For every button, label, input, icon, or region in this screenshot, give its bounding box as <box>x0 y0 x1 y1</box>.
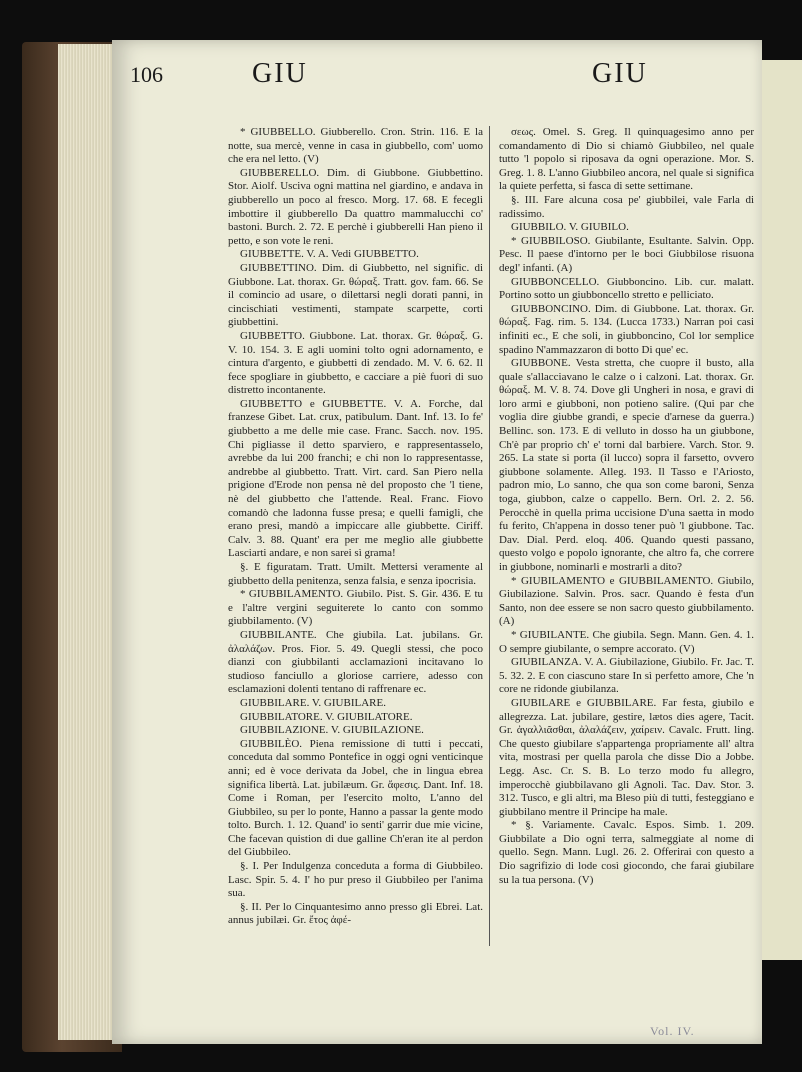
dictionary-entry: GIUBBILARE. V. GIUBILARE. <box>240 696 386 709</box>
dictionary-entry: GIUBBONCELLO. Giubboncino. Lib. cur. malatt. Portino sotto un giubboncello stretto e pelliciato. <box>499 275 754 302</box>
left-text-column <box>228 126 483 956</box>
dictionary-entry: GIUBBETTO. Giubbone. Lat. thorax. Gr. θώραξ. G. V. 10. 154. 3. E agli uomini tolto ogni adornamento, e cintura d'argento, e giubbetti di zendado. M. V. 6. 62. Il fece spogliare in giubbetto, e cacciare a piè fuori di suo distretto incontanente. <box>228 329 483 397</box>
dictionary-entry: GIUBBILAZIONE. V. GIUBILAZIONE. <box>240 724 424 737</box>
dictionary-entry: GIUBBERELLO. Dim. di Giubbone. Giubbettino. Stor. Aiolf. Usciva ogni mattina nel giardino, e andava in giubberello un poco al fresco. Morg. 17. 68. E fecegli imbottire il giubberello Da quattro mammalucchi co' bastoni. Burch. 2. 72. E perchè i giubberelli Han pieno il petto, e son vote le reni. <box>228 166 483 247</box>
dictionary-entry: GIUBILANZA. V. A. Giubilazione, Giubilo. Fr. Jac. T. 5. 32. 2. E con ciascuno stare In sì perfetto amore, Che 'n core ne ridonde giubilanza. <box>499 656 754 696</box>
dictionary-entry: GIUBBILATORE. V. GIUBILATORE. <box>240 710 413 723</box>
right-text-column <box>499 126 754 956</box>
dictionary-entry: GIUBBONCINO. Dim. di Giubbone. Lat. thorax. Gr. θώραξ. Fag. rim. 5. 134. (Lucca 1733.) Narran poi casi infiniti ec., E che soli, in giubboncino, Col lor semplice spadino N'ammazzaron di botto Di que' ec. <box>499 302 754 356</box>
dictionary-entry: GIUBBILANTE. Che giubila. Lat. jubilans. Gr. ἀλαλάζων. Pros. Fior. 5. 49. Quegli stessi, che poco dianzi con giubbilanti acclamazioni incitavano lo studioso fanciullo a gloriose carriere, adesso con esclamazioni dolenti tentano di raffrenare ec. <box>228 628 483 696</box>
dictionary-entry: GIUBBONE. Vesta stretta, che cuopre il busto, alla quale s'allacciavano le calze o i calzoni. Lat. thorax. Gr. θώραξ. M. V. 8. 74. Dove gli Ungheri in nosa, e gravi di loro armi e giubboni, non potieno salire. (Qui par che voglia dire giubbe grandi, e specie d'arnese da guerra.) Bellinc. son. 173. E di velluto in dosso ha un giubbone, Ch'è par proprio ch' e' torni dal barbiere. Varch. Stor. 9. 265. La state si porta (il lucco) sopra il farsetto, ovvero giubbone solamente. Alleg. 193. Il Tasso e l'Ariosto, padron mio, Lo sanno, che qua son come baroni, Senza toga, giubbon, calze o cappello. Bern. Orl. 2. 2. 56. Perocchè in quella prima uccisione D'una saetta in modo fu ferito, Ch'appena in dosso tener può 'l giubbone. Tac. Dav. Dial. Perd. eloq. 406. Quando questi passano, questo volgo e popolo ignorante, che altro fa, che correre in giubbone, nominarli e mostrarli a dito? <box>499 357 754 573</box>
dictionary-entry: * GIUBBELLO. Giubberello. Cron. Strin. 116. E la notte, sua mercè, venne in casa in giubbello, com' uomo che era nel letto. (V) <box>228 126 483 166</box>
dictionary-entry: * GIUBILAMENTO e GIUBBILAMENTO. Giubilo, Giubilazione. Salvin. Pros. sacr. Quando è festa d'un Santo, non dee essere se non sacro questo giubbilamento. (A) <box>499 574 754 628</box>
dictionary-entry: GIUBILARE e GIUBBILARE. Far festa, giubilo e allegrezza. Lat. jubilare, gestire, lætos dies agere, Tacit. Gr. ἀγαλλιᾶσθαι, ἀλαλάζειν, χαίρειν. Cavalc. Frutt. ling. Che questo giubilare s'appartenga propriamente all' altra vita, mostrasi per quella parola che disse Dio a Jobbe. Legg. Asc. Cr. S. B. Lo terzo modo fu allegro, imperocchè giubbilavano gli Agnoli. Tac. Dav. Stor. 3. 312. Tusco, e gli altri, ma Bleso più di tutti, festeggiano e giubbilano mentre il Principe ha male. <box>499 696 754 818</box>
dictionary-entry: * GIUBILANTE. Che giubila. Segn. Mann. Gen. 4. 1. O sempre giubilante, o sempre accorato. (V) <box>499 628 754 655</box>
volume-mark: Vol. IV. <box>650 1024 695 1038</box>
dictionary-entry: GIUBBILO. V. GIUBILO. <box>511 221 629 234</box>
facing-page-edge <box>762 60 802 960</box>
dictionary-entry: GIUBBETTE. V. A. Vedi GIUBBETTO. <box>240 248 419 261</box>
page-edges <box>58 44 118 1040</box>
dictionary-entry: GIUBBILÈO. Piena remissione di tutti i peccati, conceduta dal sommo Pontefice in oggi ogni venticinque anni; ed è voce derivata da Jobel, che in lingua ebrea significa libertà. Lat. jubilæum. Gr. ἄφεσις. Dant. Inf. 18. Come i Roman, per l'esercito molto, L'anno del Giubbileo, su per lo ponte, Hanno a passar la gente modo tolto. Burch. 1. 12. Quand' io senti' garrir due mie vicine, Che facevan quistion di due galline Ch'eran ite al perdon del Giubbileo. <box>228 737 483 859</box>
dictionary-entry: GIUBBETTINO. Dim. di Giubbetto, nel signific. di Giubbone. Lat. thorax. Gr. θώραξ. Tratt. gov. fam. 66. Se il comincio ad usare, o dilettarsi negli dorati panni, in cincischiati vestimenti, stampate scarpette, corti giubbettini. <box>228 261 483 329</box>
dictionary-entry: §. E figuratam. Tratt. Umilt. Mettersi veramente al giubbetto della penitenza, senza falsia, e senza ipocrisia. <box>228 561 483 587</box>
dictionary-entry: §. II. Per lo Cinquantesimo anno presso gli Ebrei. Lat. annus jubilæi. Gr. ἔτος ἀφέ- <box>228 900 483 927</box>
column-divider <box>489 126 490 946</box>
dictionary-entry: * §. Variamente. Cavalc. Espos. Simb. 1. 209. Giubbilate a Dio ogni terra, salmeggiate al nome di quello. Segn. Mann. Lugl. 26. 2. Offerirai con questo a Dio sagrifizio di lode così giocondo, che farai giubilare su la tua persona. (V) <box>499 819 754 886</box>
right-running-head: GIU <box>592 58 648 89</box>
dictionary-entry: §. I. Per Indulgenza conceduta a forma di Giubbileo. Lasc. Spir. 5. 4. I' ho pur preso il Giubbileo per l'anima sua. <box>228 860 483 900</box>
dictionary-entry: §. III. Fare alcuna cosa pe' giubbilei, vale Farla di radissimo. <box>499 193 754 220</box>
dictionary-entry: GIUBBETTO e GIUBBETTE. V. A. Forche, dal franzese Gibet. Lat. crux, patibulum. Dant. Inf. 13. Io fe' giubbetto a me delle mie case. Franc. Sacch. nov. 195. Chi pigliasse il detto sparviero, e rappresentasselo, avrebbe da lui 200 franchi; e chi non lo rappresentasse, andrebbe al giubbetto. Tratt. Virt. card. San Piero nella prigione d'Erode non pensa nè del proposto che 'l tiene, nè del giubbetto che l'attende. Real. Franc. Fiovo comandò che ladonna fusse presa; e quelli famigli, che erano presi, mandò a impiccare alle giubbette. Ciriff. Calv. 3. 88. Quant' era per me meglio alle giubbette Lasciarti andare, e non sarei sì grama! <box>228 397 483 560</box>
dictionary-entry: σεως. Omel. S. Greg. Il quinquagesimo anno per comandamento di Dio si chiamò Giubbileo, nel quale tutto 'l popolo si riposava da ogni operazione. Mor. S. Greg. 1. 8. L'anno Giubbileo ancora, nel quale si significa la quiete perfetta, si fasca di sette settimane. <box>499 126 754 193</box>
dictionary-entry: * GIUBBILAMENTO. Giubilo. Pist. S. Gir. 436. E tu e l'altre vergini seguiterete lo canto con sommo giubbilamento. (V) <box>228 588 483 628</box>
dictionary-entry: * GIUBBILOSO. Giubilante, Esultante. Salvin. Opp. Pesc. Il paese d'intorno per le boci Giubbilose risuona degl' infanti. (A) <box>499 234 754 274</box>
left-running-head: GIU <box>252 58 308 89</box>
page-number: 106 <box>130 62 163 87</box>
